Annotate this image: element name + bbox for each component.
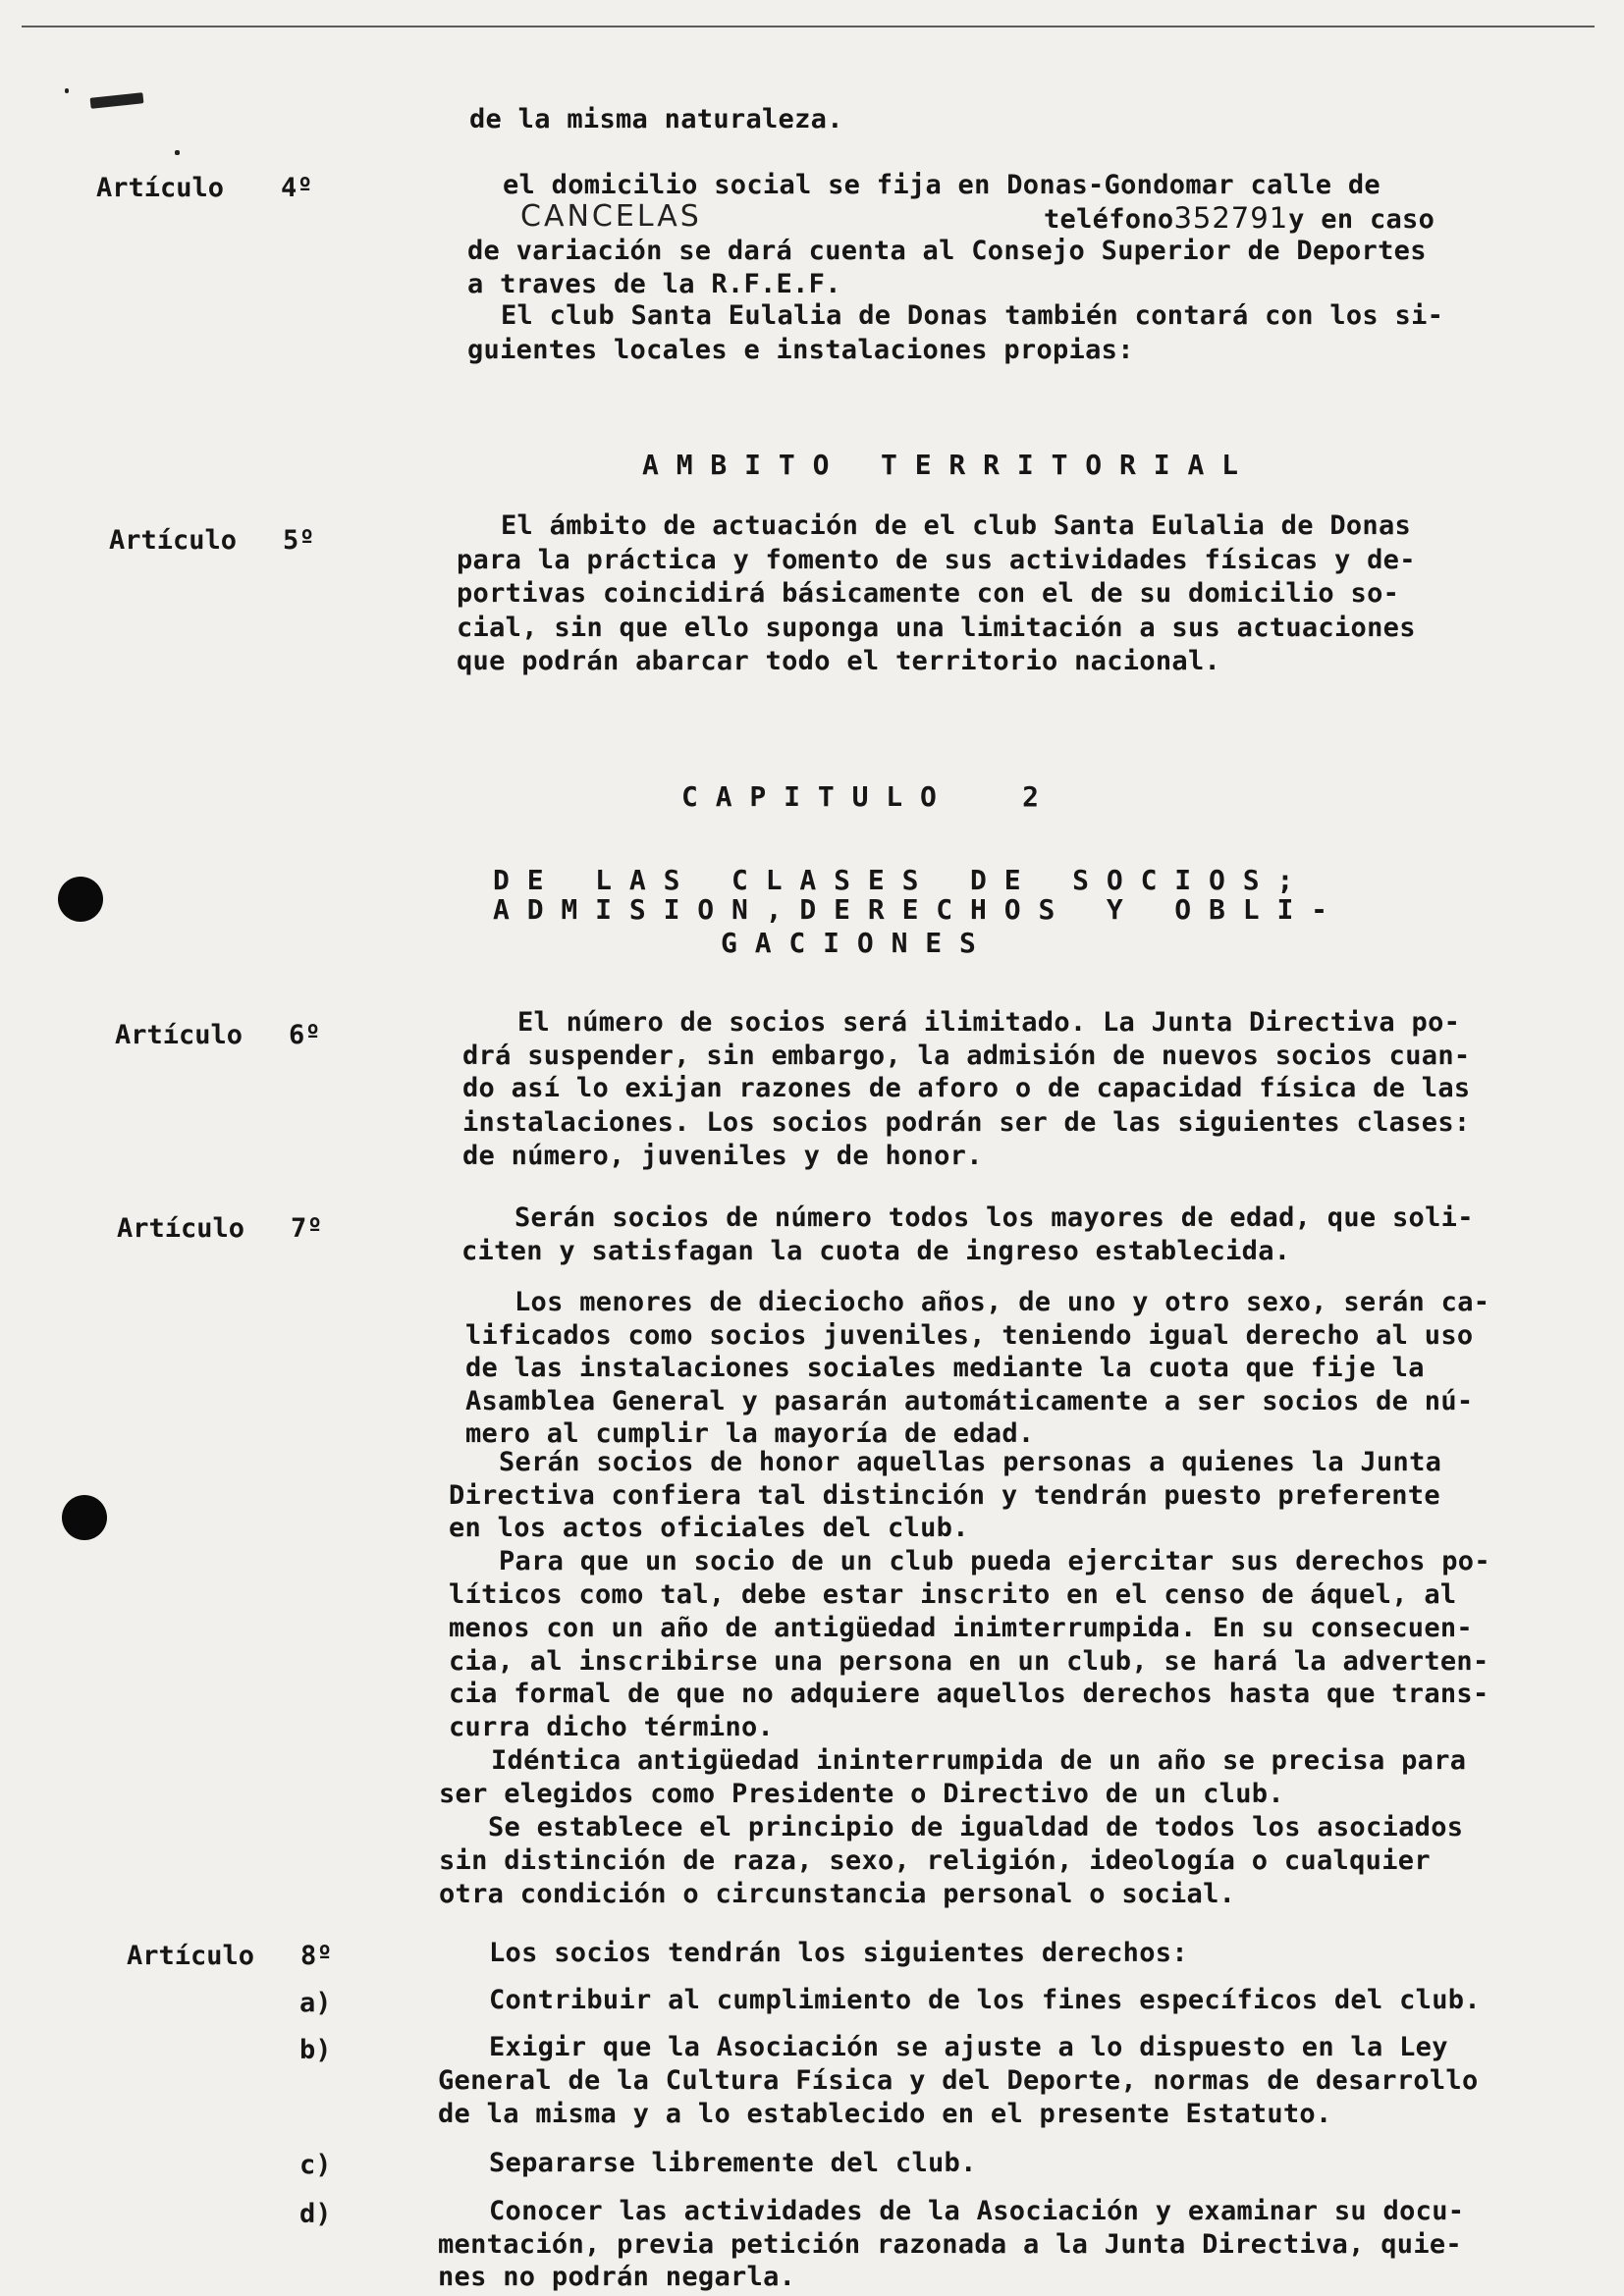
article-8-item-line: de la misma y a lo establecido en el presente Estatuto. xyxy=(438,2099,1332,2129)
article-7-line: Serán socios de honor aquellas personas a quienes la Junta xyxy=(499,1447,1442,1477)
article-4-line: a traves de la R.F.E.F. xyxy=(467,269,841,299)
article-8-intro: Los socios tendrán los siguientes derechos: xyxy=(489,1938,1188,1968)
article-6-number: 6º xyxy=(289,1020,321,1050)
item-letter: d) xyxy=(299,2199,332,2229)
ink-mark xyxy=(65,88,69,93)
chapter-heading: C A P I T U L O 2 xyxy=(681,780,1040,813)
street-name-handwritten: CANCELAS xyxy=(520,199,702,234)
item-letter: a) xyxy=(299,1988,332,2018)
ink-mark xyxy=(90,92,144,109)
article-4-line: El club Santa Eulalia de Donas también contará con los si- xyxy=(501,300,1444,331)
chapter-subheading-line: G A C I O N E S xyxy=(721,927,977,959)
article-6-line: El número de socios será ilimitado. La Junta Directiva po- xyxy=(517,1007,1461,1038)
article-7-line: cia formal de que no adquiere aquellos derechos hasta que trans- xyxy=(449,1679,1489,1709)
top-rule xyxy=(22,26,1595,27)
article-4-line: guientes locales e instalaciones propias: xyxy=(467,335,1134,365)
item-letter: b) xyxy=(299,2035,332,2065)
article-7-line: ser elegidos como Presidente o Directivo de un club. xyxy=(439,1779,1284,1809)
article-5-label: Artículo xyxy=(109,525,238,556)
article-7-line: cia, al inscribirse una persona en un club, se hará la adverten- xyxy=(449,1646,1489,1677)
article-7-line: de las instalaciones sociales mediante la cuota que fije la xyxy=(465,1353,1425,1383)
article-4-label: Artículo xyxy=(96,173,225,203)
article-6-label: Artículo xyxy=(115,1020,244,1050)
ink-mark xyxy=(175,150,180,155)
section-heading-ambito: A M B I T O T E R R I T O R I A L xyxy=(642,449,1239,481)
article-7-number: 7º xyxy=(291,1213,323,1244)
article-7-line: Se establece el principio de igualdad de todos los asociados xyxy=(488,1812,1464,1842)
article-7-line: Para que un socio de un club pueda ejercitar sus derechos po- xyxy=(499,1546,1490,1576)
article-7-line: lificados como socios juveniles, teniendo igual derecho al uso xyxy=(465,1320,1474,1351)
article-7-line: en los actos oficiales del club. xyxy=(449,1513,969,1543)
article-4-line xyxy=(1044,201,1435,235)
article-7-label: Artículo xyxy=(117,1213,245,1244)
chapter-subheading-line: A D M I S I O N , D E R E C H O S Y O B L I - xyxy=(493,893,1328,926)
article-8-item-line: General de la Cultura Física y del Deporte, normas de desarrollo xyxy=(438,2065,1479,2096)
article-7-line: líticos como tal, debe estar inscrito en el censo de áquel, al xyxy=(449,1579,1457,1610)
article-8-item-line: nes no podrán negarla. xyxy=(438,2262,796,2292)
article-8-item-line: mentación, previa petición razonada a la Junta Directiva, quie- xyxy=(438,2229,1462,2260)
article-5-line: El ámbito de actuación de el club Santa Eulalia de Donas xyxy=(501,510,1412,541)
article-7-line: Serán socios de número todos los mayores de edad, que soli- xyxy=(514,1202,1474,1233)
telephone-suffix: y en caso xyxy=(1288,204,1435,235)
article-8-item-line: Contribuir al cumplimiento de los fines específicos del club. xyxy=(489,1985,1481,2015)
article-7-line: Directiva confiera tal distinción y tendrán puesto preferente xyxy=(449,1480,1440,1511)
article-5-line: cial, sin que ello suponga una limitación a sus actuaciones xyxy=(457,613,1416,643)
article-8-item-line: Separarse libremente del club. xyxy=(489,2148,977,2178)
article-4-line: de variación se dará cuenta al Consejo Superior de Deportes xyxy=(467,236,1427,266)
article-6-line: do así lo exijan razones de aforo o de capacidad física de las xyxy=(462,1073,1471,1103)
article-6-line: drá suspender, sin embargo, la admisión de nuevos socios cuan- xyxy=(462,1041,1471,1071)
article-8-label: Artículo xyxy=(127,1941,255,1971)
article-6-line: instalaciones. Los socios podrán ser de las siguientes clases: xyxy=(462,1107,1471,1138)
article-5-number: 5º xyxy=(283,525,315,556)
article-8-number: 8º xyxy=(300,1941,333,1971)
article-4-number: 4º xyxy=(281,173,313,203)
telephone-number-handwritten: 352791 xyxy=(1173,201,1289,235)
article-7-line: citen y satisfagan la cuota de ingreso establecida. xyxy=(461,1236,1291,1266)
article-7-line: Los menores de dieciocho años, de uno y otro sexo, serán ca- xyxy=(514,1287,1490,1317)
telephone-prefix: teléfono xyxy=(1044,204,1174,235)
item-letter: c) xyxy=(299,2150,332,2180)
article-6-line: de número, juveniles y de honor. xyxy=(462,1141,983,1171)
article-4-line: el domicilio social se fija en Donas-Gondomar calle de xyxy=(503,170,1380,200)
article-7-line: Idéntica antigüedad ininterrumpida de un año se precisa para xyxy=(491,1745,1467,1776)
article-8-item-line: Exigir que la Asociación se ajuste a lo dispuesto en la Ley xyxy=(489,2032,1448,2062)
article-5-line: que podrán abarcar todo el territorio nacional. xyxy=(457,646,1221,676)
article-7-line: Asamblea General y pasarán automáticamente a ser socios de nú- xyxy=(465,1386,1474,1416)
article-7-line: otra condición o circunstancia personal o social. xyxy=(439,1879,1236,1909)
article-5-line: portivas coincidirá básicamente con el de su domicilio so- xyxy=(457,578,1400,609)
article-7-line: sin distinción de raza, sexo, religión, ideología o cualquier xyxy=(439,1845,1431,1876)
article-8-item-line: Conocer las actividades de la Asociación y examinar su docu- xyxy=(489,2196,1465,2226)
chapter-subheading-line: D E L A S C L A S E S D E S O C I O S ; xyxy=(493,864,1294,896)
punch-hole-top xyxy=(58,877,103,922)
punch-hole-bottom xyxy=(62,1495,107,1540)
article-7-line: curra dicho término. xyxy=(449,1712,775,1742)
article-5-line: para la práctica y fomento de sus actividades físicas y de- xyxy=(457,545,1416,575)
continuation-line: de la misma naturaleza. xyxy=(469,104,843,134)
article-7-line: mero al cumplir la mayoría de edad. xyxy=(465,1418,1035,1449)
article-7-line: menos con un año de antigüedad inimterrumpida. En su consecuen- xyxy=(449,1613,1473,1643)
